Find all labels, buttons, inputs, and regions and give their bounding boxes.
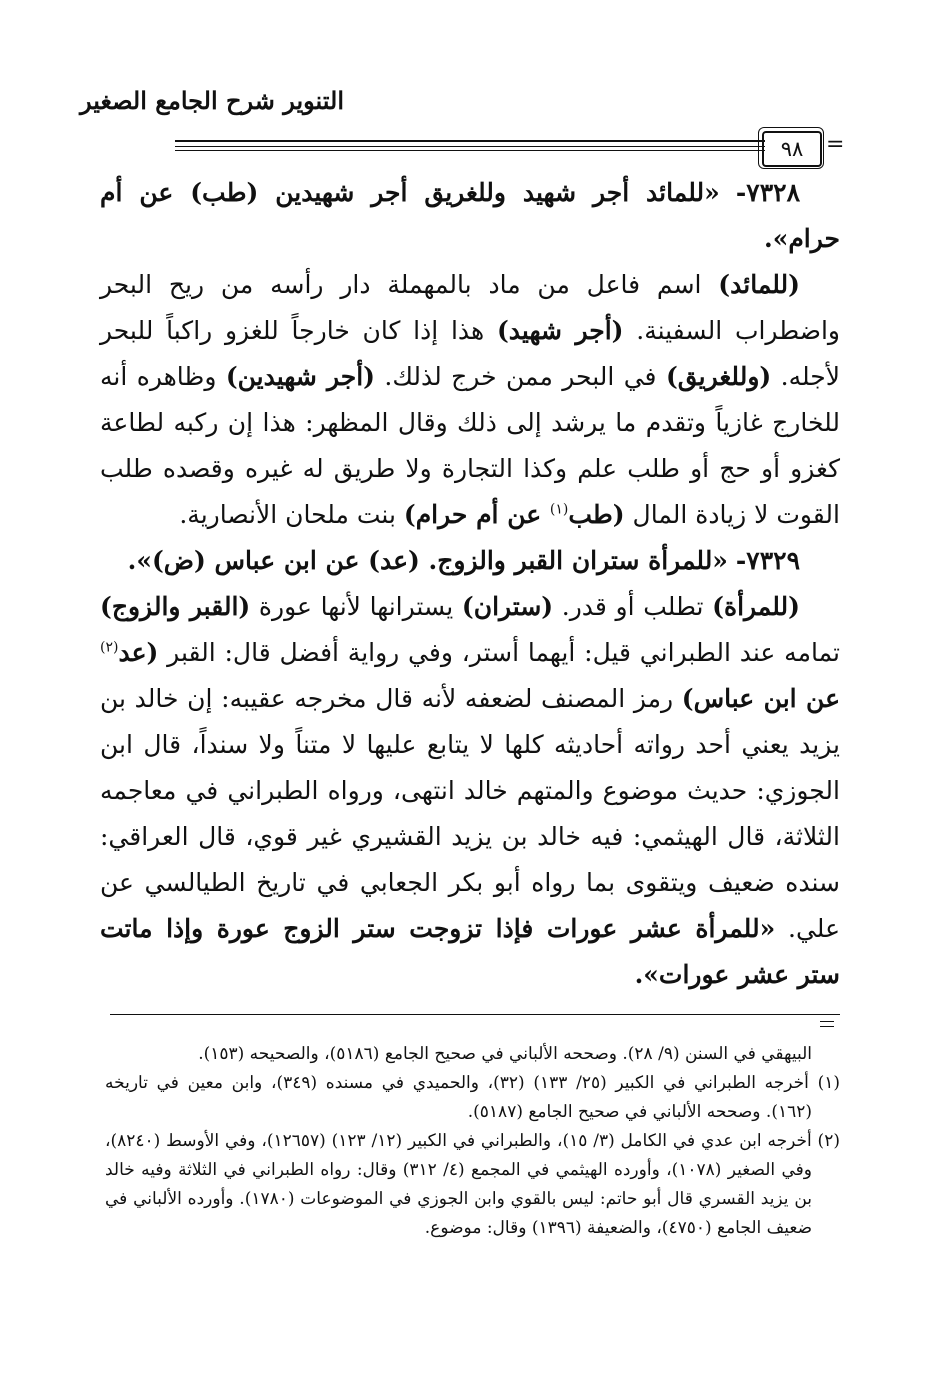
lemma: (ستران) (461, 592, 554, 621)
footnote-separator (110, 1014, 840, 1015)
footnote-carryover: البيهقي في السنن (٩/ ٢٨). وصححه الألباني في صحيح الجامع (٥١٨٦)، والصحيحه (١٥٣). (198, 1044, 812, 1064)
commentary-text: هذا إذا كان خارجاً للغزو راكباً للبحر لأجله. (100, 316, 840, 391)
lemma: (القبر والزوج) (100, 592, 251, 621)
commentary-text: يسترانها لأنها عورة (250, 592, 462, 621)
lemma: (للمائد) (718, 270, 800, 299)
lemma: (للمرأة) (712, 592, 800, 621)
lemma: (أجر شهيدين) (225, 362, 375, 391)
lemma: (أجر شهيد) (496, 316, 624, 345)
header-rule-thin (175, 146, 765, 147)
edge-mark: = (826, 132, 845, 157)
source-abbrev: (طب (568, 500, 625, 529)
commentary-text: رمز المصنف لضعفه لأنه قال مخرجه عقيبه: إن خالد بن يزيد يعني أحد رواته أحاديثه كلها لا يتابع عليها لا متناً ولا سنداً، قال ابن الجوزي: حديث موضوع والمتهم خالد انتهى، ورواه الطبراني في معاجمه الثلاثة، قال الهيثمي: فيه خالد بن يزيد القشيري غير قوي، قال العراقي: سنده ضعيف ويتقوى بما رواه أبو بكر الجعابي في تاريخ الطيالسي عن علي. (100, 684, 840, 943)
footnotes (105, 1040, 840, 1243)
footnote-ref[interactable]: (٢) (100, 639, 119, 656)
hadith-number: ٧٣٢٩- (735, 546, 800, 575)
commentary-text: وظاهره أنه للخارج غازياً وتقدم ما يرشد إلى ذلك وقال المظهر: هذا إن ركبه لطاعة كغزو أو حج أو طلب علم وكذا التجارة ولا طريق له غيره وقصده طلب القوت لا زيادة المال (100, 362, 840, 529)
lemma: (وللغريق) (665, 362, 772, 391)
commentary-text: بنت ملحان الأنصارية. (179, 500, 404, 529)
footnote-ref[interactable]: (١) (549, 501, 569, 518)
hadith-number: ٧٣٢٨- (735, 178, 800, 207)
page-number: ٩٨ (762, 131, 822, 167)
quoted-hadith: «للمرأة عشر عورات فإذا تزوجت ستر الزوج عورة وإذا ماتت ستر عشر عورات». (100, 914, 840, 989)
hadith-7328 (100, 170, 840, 262)
header-rule-thin-2 (175, 150, 765, 151)
hadith-text: «للمرأة ستران القبر والزوج. (عد) عن ابن عباس (ض)». (127, 546, 728, 575)
footnote-1: (١) أخرجه الطبراني في الكبير (٢٥/ ١٣٣) (٣٢)، والحميدي في مسنده (٣٤٩)، وابن معين في تاريخه (١٦٢). وصححه الألباني في صحيح الجامع (٥١٨٧). (105, 1073, 841, 1122)
commentary-text: في البحر ممن خرج لذلك. (374, 362, 666, 391)
footnote-continuation-mark-2 (820, 1026, 834, 1027)
source-narrator: عن أم حرام) (403, 500, 550, 529)
running-title: التنوير شرح الجامع الصغير (80, 86, 344, 115)
commentary-text: تمامه عند الطبراني قيل: أيهما أستر، وفي رواية أفضل قال: القبر (158, 638, 840, 667)
commentary-text: اسم فاعل من ماد بالمهملة دار رأسه من ريح البحر واضطراب السفينة. (100, 270, 840, 345)
commentary-text: تطلب أو قدر. (553, 592, 713, 621)
commentary-7329 (100, 584, 840, 998)
hadith-text: «للمائد أجر شهيد وللغريق أجر شهيدين (طب) عن أم حرام». (100, 178, 840, 253)
header-rule (175, 140, 765, 142)
source-narrator: عن ابن عباس) (681, 684, 840, 713)
hadith-7329 (100, 538, 840, 584)
footnote-2: (٢) أخرجه ابن عدي في الكامل (٣/ ١٥)، والطبراني في الكبير (١٢/ ١٢٣) (١٢٦٥٧)، وفي الأوسط (٨٢٤٠)، وفي الصغير (١٠٧٨)، وأورده الهيثمي في المجمع (٤/ ٣١٢) وقال: رواه الطبراني في الثلاثة وفيه خالد بن يزيد القسري قال أبو حاتم: ليس بالقوي وابن الجوزي في الموضوعات (١٧٨٠). وأورده الألباني في ضعيف الجامع (٤٧٥٠)، والضعيفة (١٣٩٦) وقال: موضوع. (105, 1131, 840, 1238)
footnote-continuation-mark (820, 1021, 834, 1022)
source-abbrev: (عد (118, 638, 159, 667)
commentary-7328 (100, 262, 840, 538)
main-text (100, 170, 840, 998)
